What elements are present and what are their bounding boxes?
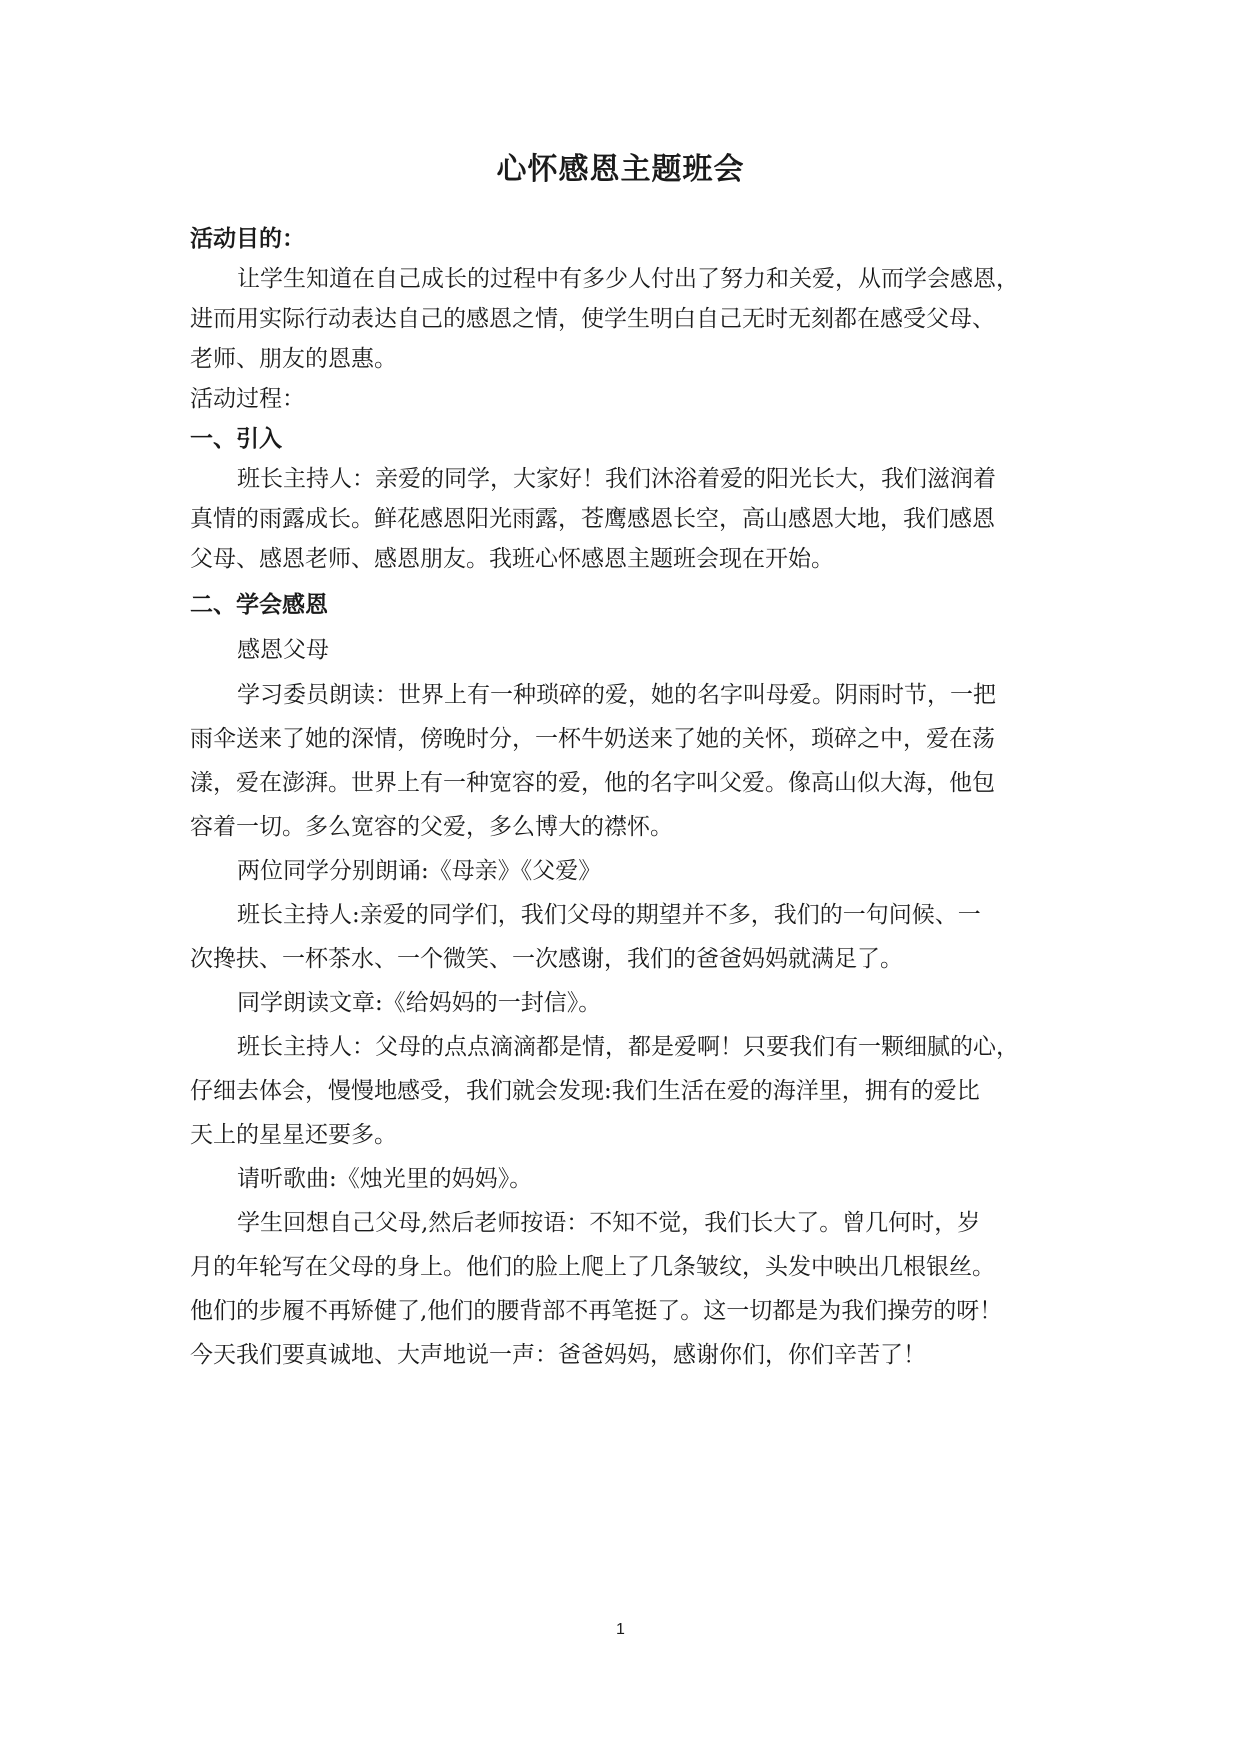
paragraph-line: 班长主持人：父母的点点滴滴都是情，都是爱啊！只要我们有一颗细腻的心， bbox=[237, 1034, 1019, 1060]
paragraph-line: 两位同学分别朗诵:《母亲》《父爱》 bbox=[237, 858, 602, 884]
page-number: 1 bbox=[616, 1621, 625, 1638]
paragraph-line: 班长主持人：亲爱的同学，大家好！我们沐浴着爱的阳光长大，我们滋润着 bbox=[237, 466, 996, 492]
section-heading-gratitude: 二、学会感恩 bbox=[190, 592, 328, 618]
paragraph-line: 请听歌曲:《烛光里的妈妈》。 bbox=[237, 1166, 533, 1192]
paragraph-line: 让学生知道在自己成长的过程中有多少人付出了努力和关爱，从而学会感恩， bbox=[237, 266, 1019, 292]
paragraph-line: 同学朗读文章:《给妈妈的一封信》。 bbox=[237, 990, 602, 1016]
document-title: 心怀感恩主题班会 bbox=[496, 152, 745, 187]
section-heading-intro: 一、引入 bbox=[190, 426, 282, 452]
subheading-parents: 感恩父母 bbox=[237, 637, 329, 663]
paragraph-line: 进而用实际行动表达自己的感恩之情，使学生明白自己无时无刻都在感受父母、 bbox=[190, 306, 995, 332]
paragraph-line: 天上的星星还要多。 bbox=[190, 1122, 397, 1148]
paragraph-line: 真情的雨露成长。鲜花感恩阳光雨露，苍鹰感恩长空，高山感恩大地，我们感恩 bbox=[190, 506, 995, 532]
heading-purpose: 活动目的： bbox=[190, 226, 305, 252]
heading-process: 活动过程： bbox=[190, 386, 305, 412]
paragraph-line: 班长主持人:亲爱的同学们，我们父母的期望并不多，我们的一句问候、一 bbox=[237, 902, 981, 928]
paragraph-line: 老师、朋友的恩惠。 bbox=[190, 346, 397, 372]
paragraph-line: 他们的步履不再矫健了,他们的腰背部不再笔挺了。这一切都是为我们操劳的呀！ bbox=[190, 1298, 1003, 1324]
paragraph-line: 父母、感恩老师、感恩朋友。我班心怀感恩主题班会现在开始。 bbox=[190, 546, 834, 572]
paragraph-line: 雨伞送来了她的深情，傍晚时分，一杯牛奶送来了她的关怀，琐碎之中，爱在荡 bbox=[190, 726, 995, 752]
paragraph-line: 今天我们要真诚地、大声地说一声：爸爸妈妈，感谢你们，你们辛苦了！ bbox=[190, 1342, 926, 1368]
paragraph-line: 月的年轮写在父母的身上。他们的脸上爬上了几条皱纹，头发中映出几根银丝。 bbox=[190, 1254, 995, 1280]
paragraph-line: 次搀扶、一杯茶水、一个微笑、一次感谢，我们的爸爸妈妈就满足了。 bbox=[190, 946, 903, 972]
paragraph-line: 学习委员朗读：世界上有一种琐碎的爱，她的名字叫母爱。阴雨时节，一把 bbox=[237, 682, 996, 708]
paragraph-line: 容着一切。多么宽容的父爱，多么博大的襟怀。 bbox=[190, 814, 673, 840]
paragraph-line: 学生回想自己父母,然后老师按语：不知不觉，我们长大了。曾几何时，岁 bbox=[237, 1210, 981, 1236]
paragraph-line: 仔细去体会，慢慢地感受，我们就会发现:我们生活在爱的海洋里，拥有的爱比 bbox=[190, 1078, 980, 1104]
paragraph-line: 漾，爱在澎湃。世界上有一种宽容的爱，他的名字叫父爱。像高山似大海，他包 bbox=[190, 770, 995, 796]
